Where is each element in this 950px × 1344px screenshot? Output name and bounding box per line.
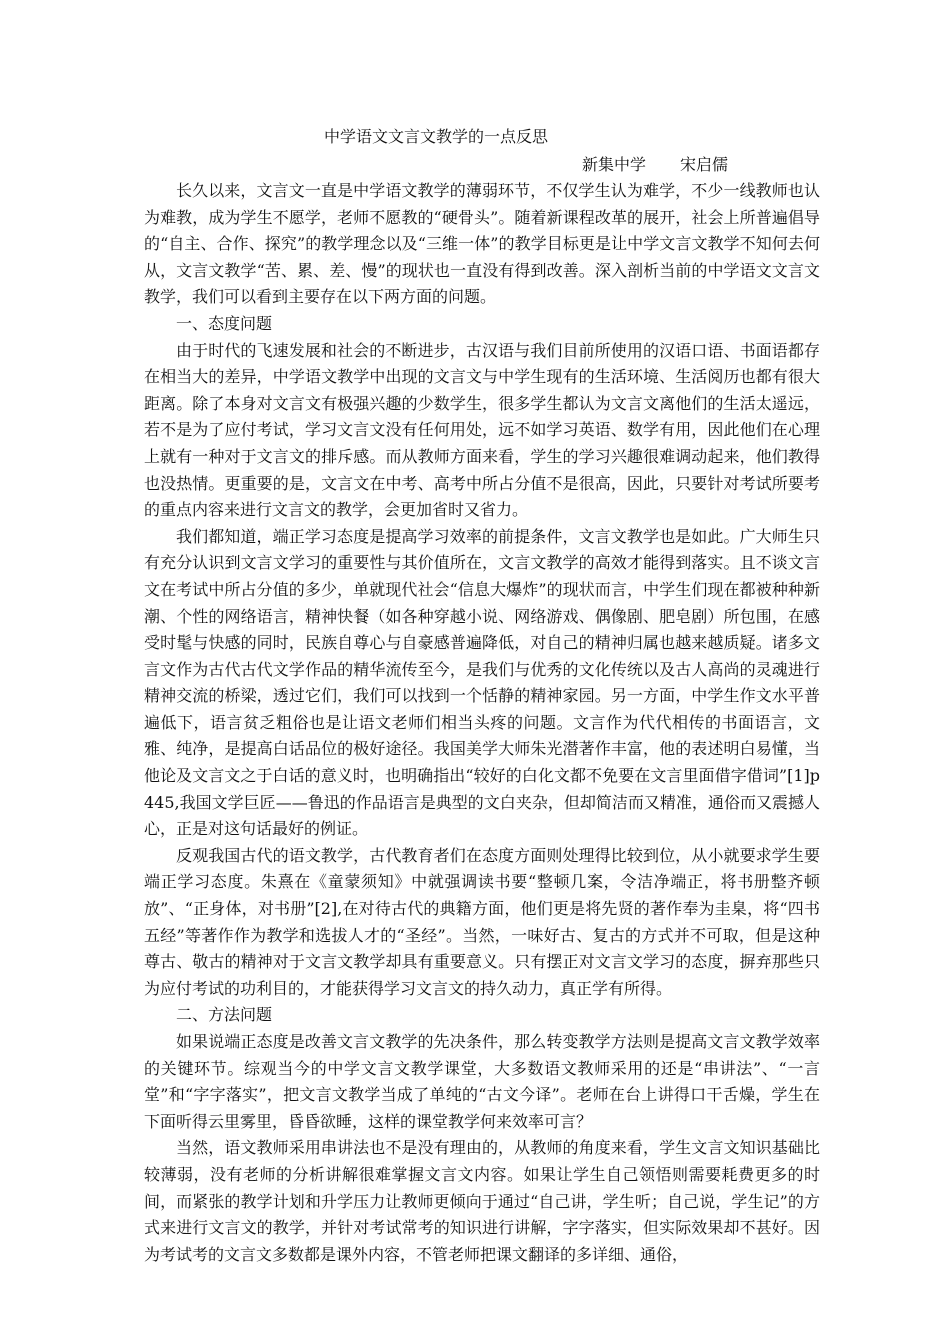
author-school: 新集中学 (582, 155, 647, 174)
paragraph-attitude-3: 反观我国古代的语文教学，古代教育者们在态度方面则处理得比较到位，从小就要求学生要端正学习态度。朱熹在《童蒙须知》中就强调读书要“整顿几案，令洁净端正，将书册整齐顿放”、“正身体，对书册”[2],在对待古代的典籍方面，他们更是将先贤的著作奉为圭臬，将“四书五经”等著作作为教学和选拔人才的“圣经”。当然，一味好古、复古的方式并不可取，但是这种尊古、敬古的精神对于文言文教学却具有重要意义。只有摆正对文言文学习的态度，摒弃那些只为应付考试的功利目的，才能获得学习文言文的持久动力，真正学有所得。 (144, 845, 820, 998)
author-byline (144, 152, 820, 178)
paragraph-method-1: 如果说端正态度是改善文言文教学的先决条件，那么转变教学方法则是提高文言文教学效率的关键环节。综观当今的中学文言文教学课堂，大多数语文教师采用的还是“串讲法”、“一言堂”和“字字落实”，把文言文教学当成了单纯的“古文今译”。老师在台上讲得口干舌燥，学生在下面听得云里雾里，昏昏欲睡，这样的课堂教学何来效率可言？ (144, 1032, 820, 1131)
author-name: 宋启儒 (680, 155, 729, 174)
section-heading-attitude: 一、态度问题 (176, 313, 273, 333)
paragraph-attitude-1: 由于时代的飞速发展和社会的不断进步，古汉语与我们目前所使用的汉语口语、书面语都存在相当大的差异，中学语文教学中出现的文言文与中学生现有的生活环境、生活阅历也都有很大距离。除了本身对文言文有极强兴趣的少数学生，很多学生都认为文言文离他们的生活太遥远，若不是为了应付考试，学习文言文没有任何用处，远不如学习英语、数学有用，因此他们在心理上就有一种对于文言文的排斥感。而从教师方面来看，学生的学习兴趣很难调动起来，他们教得也没热情。更重要的是，文言文在中考、高考中所占分值不是很高，因此，只要针对考试所要考的重点内容来进行文言文的教学，会更加省时又省力。 (144, 340, 820, 520)
paragraph-intro: 长久以来，文言文一直是中学语文教学的薄弱环节，不仅学生认为难学，不少一线教师也认为难教，成为学生不愿学，老师不愿教的“硬骨头”。随着新课程改革的展开，社会上所普遍倡导的“自主、合作、探究”的教学理念以及“三维一体”的教学目标更是让中学文言文教学不知何去何从，文言文教学“苦、累、差、慢”的现状也一直没有得到改善。深入剖析当前的中学语文文言文教学，我们可以看到主要存在以下两方面的问题。 (144, 181, 820, 307)
paragraph-method-2: 当然，语文教师采用串讲法也不是没有理由的，从教师的角度来看，学生文言文知识基础比较薄弱，没有老师的分析讲解很难掌握文言文内容。如果让学生自己领悟则需要耗费更多的时间，而紧张的教学计划和升学压力让教师更倾向于通过“自己讲，学生听；自己说，学生记”的方式来进行文言文的教学，并针对考试常考的知识进行讲解，字字落实，但实际效果却不甚好。因为考试考的文言文多数都是课外内容，不管老师把课文翻译的多详细、通俗， (144, 1138, 820, 1264)
section-heading-method: 二、方法问题 (176, 1005, 273, 1025)
document-page (144, 122, 820, 1268)
document-title: 中学语文文言文教学的一点反思 (324, 127, 549, 146)
paragraph-attitude-2: 我们都知道，端正学习态度是提高学习效率的前提条件，文言文教学也是如此。广大师生只有充分认识到文言文学习的重要性与其价值所在，文言文教学的高效才能得到落实。且不谈文言文在考试中所占分值的多少，单就现代社会“信息大爆炸”的现状而言，中学生们现在都被种种新潮、个性的网络语言，精神快餐（如各种穿越小说、网络游戏、偶像剧、肥皂剧）所包围，在感受时髦与快感的同时，民族自尊心与自豪感普遍降低，对自己的精神归属也越来越质疑。诸多文言文作为古代古代文学作品的精华流传至今，是我们与优秀的文化传统以及古人高尚的灵魂进行精神交流的桥梁，透过它们，我们可以找到一个恬静的精神家园。另一方面，中学生作文水平普遍低下，语言贫乏粗俗也是让语文老师们相当头疼的问题。文言作为代代相传的书面语言，文雅、纯净，是提高白话品位的极好途径。我国美学大师朱光潜著作丰富，他的表述明白易懂，当他论及文言文之于白话的意义时，也明确指出“较好的白化文都不免要在文言里面借字借词”[1]p445,我国文学巨匠——鲁迅的作品语言是典型的文白夹杂，但却简洁而又精准，通俗而又震撼人心，正是对这句话最好的例证。 (144, 526, 820, 839)
